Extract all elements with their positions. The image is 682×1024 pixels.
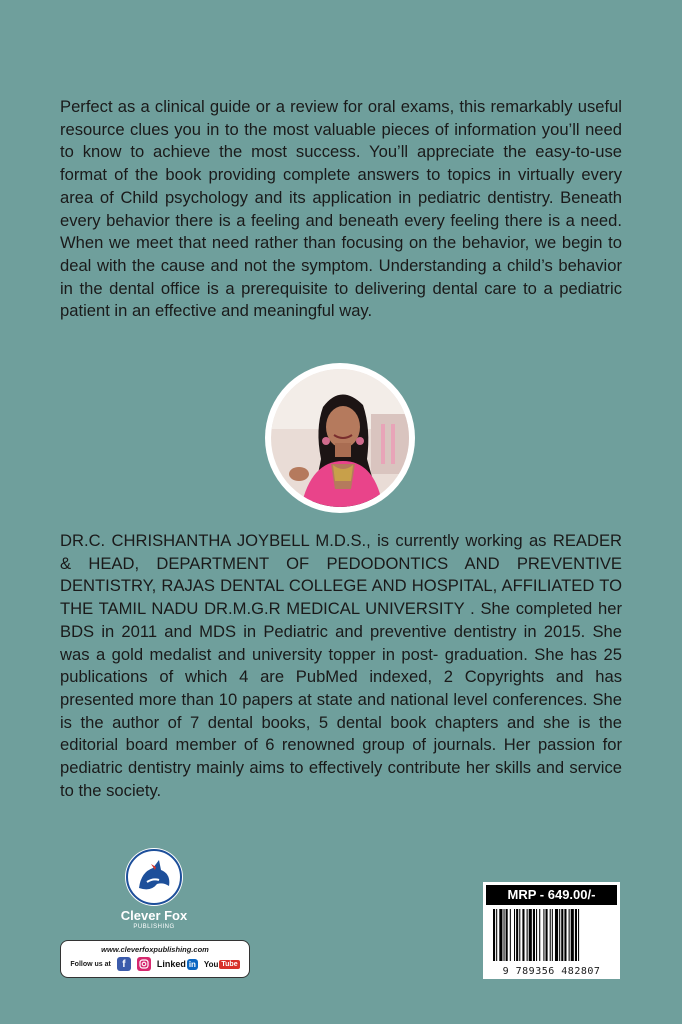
publisher-logo: [108, 848, 200, 930]
social-links-box: [60, 940, 250, 978]
facebook-icon[interactable]: f: [117, 957, 131, 971]
linkedin-icon[interactable]: [157, 959, 198, 970]
follow-label: Follow us at: [70, 960, 111, 968]
publisher-tag: PUBLISHING: [133, 924, 175, 930]
youtube-box: Tube: [221, 960, 238, 968]
publisher-name: Clever Fox: [120, 908, 188, 923]
youtube-text: You: [203, 959, 219, 969]
linkedin-box: in: [188, 959, 196, 969]
fox-logo-icon: [125, 848, 183, 906]
book-blurb: Perfect as a clinical guide or a review for oral exams, this remarkably useful resource clues you in to the most valuable pieces of information you’ll need to know to achieve the most success. You’ll appreciate the easy-to-use format of the book providing complete answers to topics in virtually every area of Child psychology and its application in pediatric dentistry. Beneath every behavior there is a feeling and beneath every feeling there is a need. When we meet that need rather than focusing on the behavior, we begin to deal with the cause and not the symptom. Understanding a child’s behavior in the dental office is a prerequisite to delivering dental care to a pediatric patient in an effective and meaningful way.: [60, 97, 622, 321]
barcode-bars: [483, 907, 620, 963]
author-photo: [265, 363, 415, 513]
author-bio: DR.C. CHRISHANTHA JOYBELL M.D.S., is currently working as READER & HEAD, DEPARTMENT OF PEDODONTICS AND PREVENTIVE DENTISTRY, RAJAS DENTAL COLLEGE AND HOSPITAL, AFFILIATED TO THE TAMIL NADU DR.M.G.R MEDICAL UNIVERSITY . She completed her BDS in 2011 and MDS in Pediatric and preventive dentistry in 2015. She was a gold medalist and university topper in post- graduation. She has 25 publications of which 4 are PubMed indexed, 2 Copyrights and has presented more than 10 papers at state and national level conferences. She is the author of 7 dental books, 5 dental book chapters and she is the editorial board member of 6 renowned group of journals. Her passion for pediatric dentistry mainly aims to effectively contribute her skills and service to the society.: [60, 531, 622, 800]
instagram-icon[interactable]: [137, 957, 151, 971]
isbn-number: 9 789356 482807: [502, 966, 601, 977]
youtube-icon[interactable]: [204, 960, 240, 969]
price-label: MRP - 649.00/-: [486, 885, 617, 905]
linkedin-text: Linked: [156, 959, 186, 969]
website-link[interactable]: www.cleverfoxpublishing.com: [101, 945, 209, 954]
isbn-barcode: [483, 882, 620, 979]
